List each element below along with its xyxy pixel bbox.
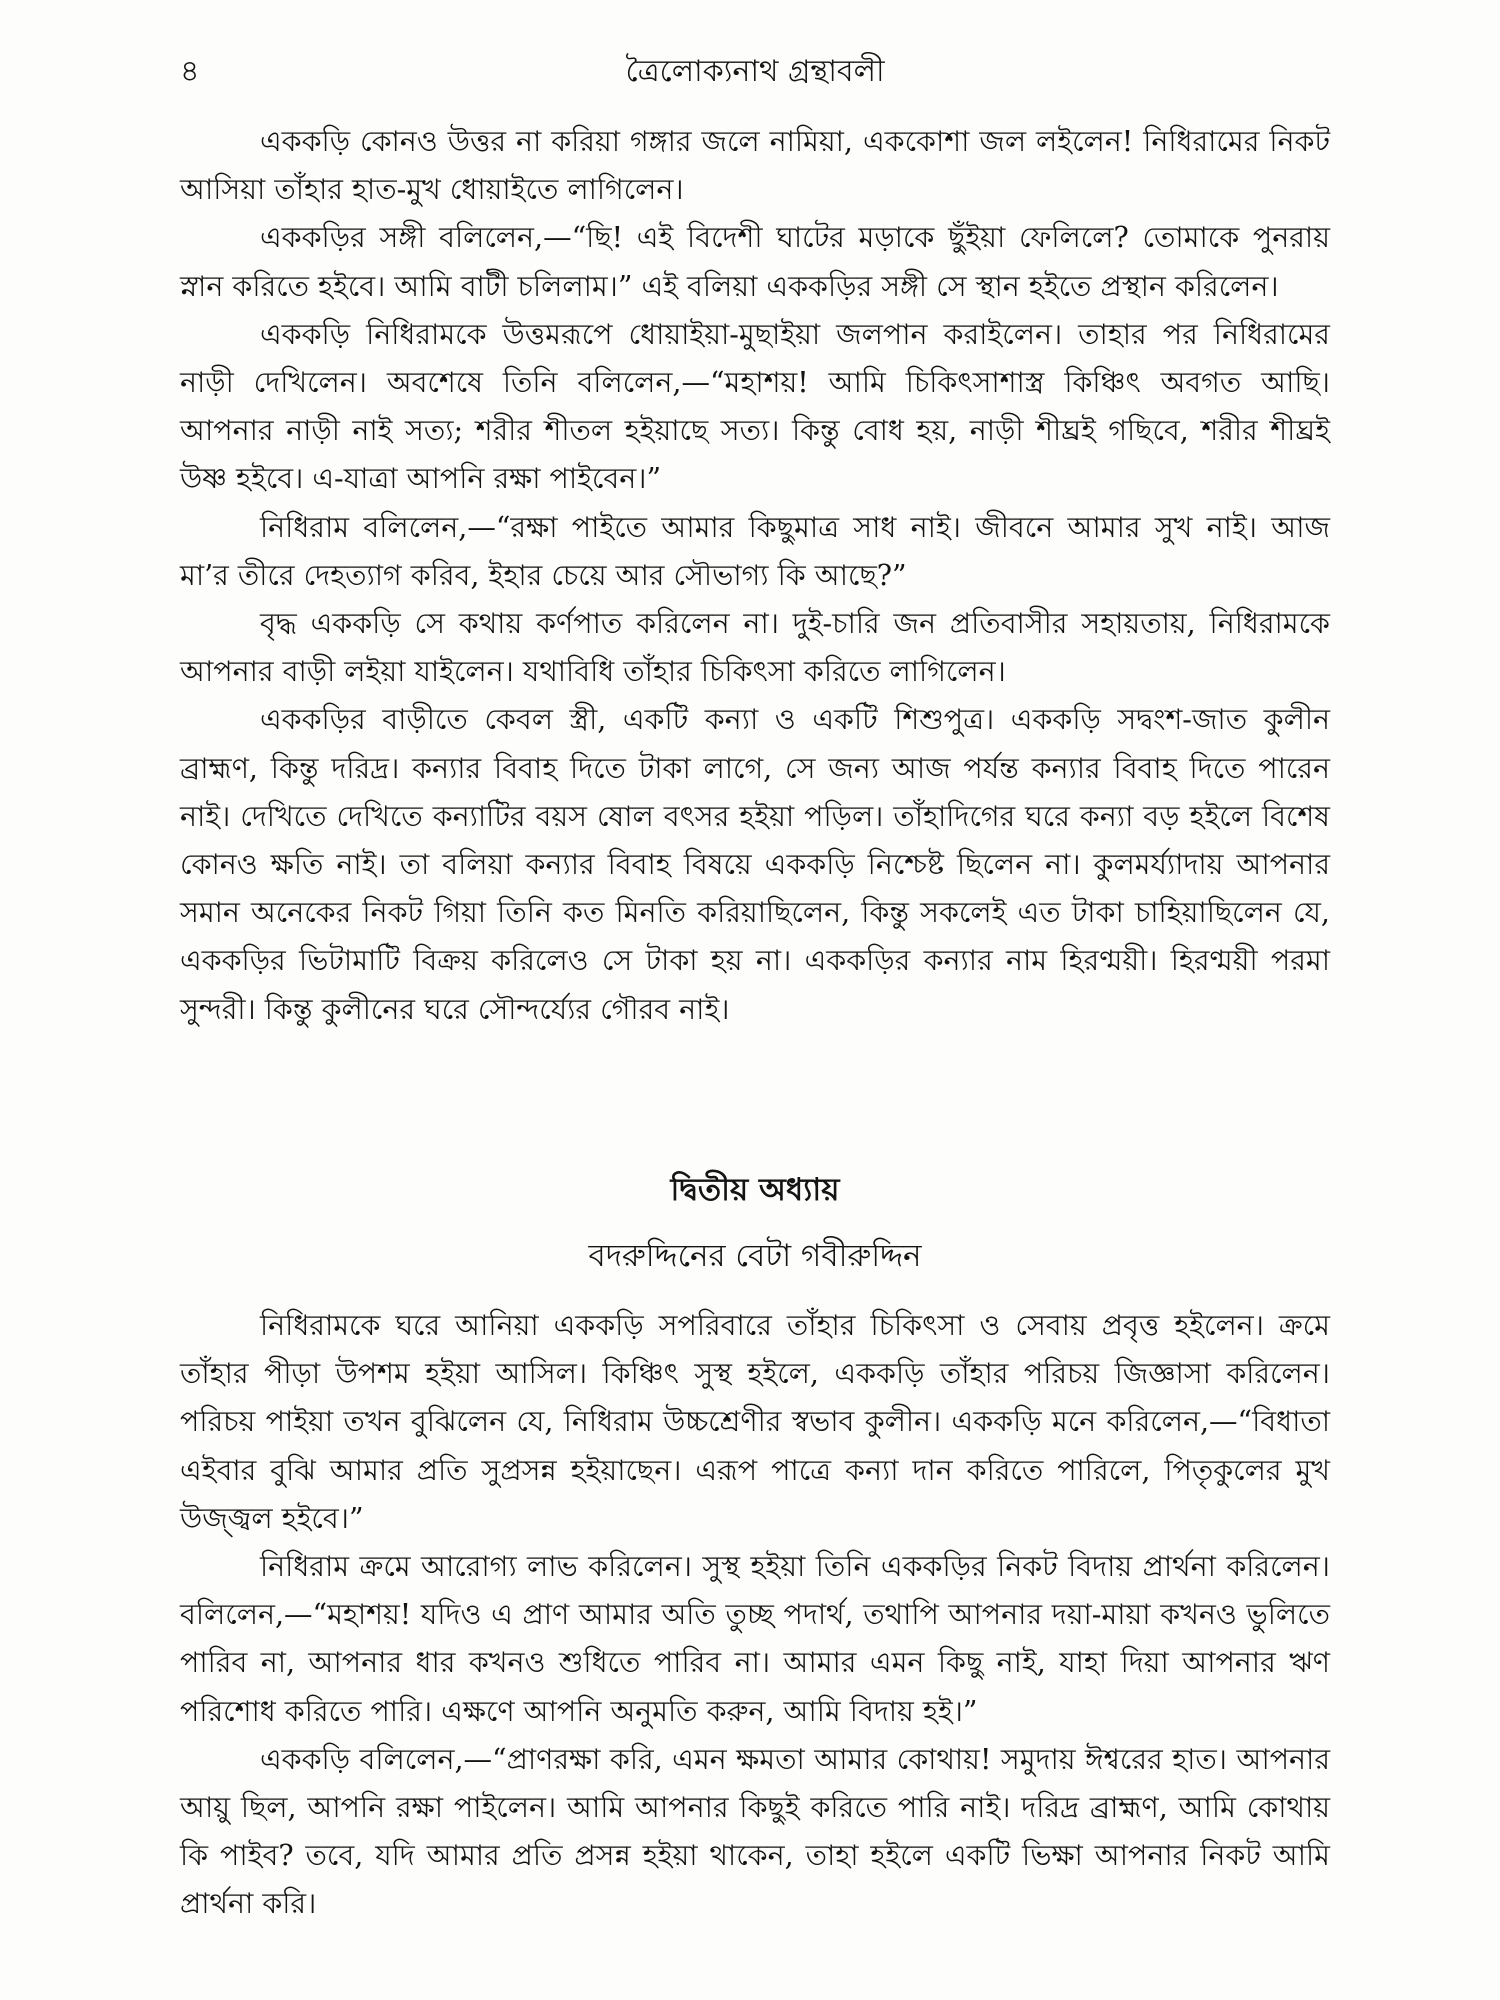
- paragraph: এককড়ির বাড়ীতে কেবল স্ত্রী, একটি কন্যা ও একটি শিশুপুত্র। এককড়ি সদ্বংশ-জাত কুলীন ব্রাহ্মণ, কিন্তু দরিদ্র। কন্যার বিবাহ দিতে টাকা লাগে, সে জন্য আজ পর্যন্ত কন্যার বিবাহ দিতে পারেন নাই। দেখিতে দেখিতে কন্যাটির বয়স ষোল বৎসর হইয়া পড়িল। তাঁহাদিগের ঘরে কন্যা বড় হইলে বিশেষ কোনও ক্ষতি নাই। তা বলিয়া কন্যার বিবাহ বিষয়ে এককড়ি নিশ্চেষ্ট ছিলেন না। কুলমর্য্যাদায় আপনার সমান অনেকের নিকট গিয়া তিনি কত মিনতি করিয়াছিলেন, কিন্তু সকলেই এত টাকা চাহিয়াছিলেন যে, এককড়ির ভিটামাটি বিক্রয় করিলেও সে টাকা হয় না। এককড়ির কন্যার নাম হিরণ্ময়ী। হিরণ্ময়ী পরমা সুন্দরী। কিন্তু কুলীনের ঘরে সৌন্দর্য্যের গৌরব নাই।: [180, 703, 1330, 1026]
- paragraph: বৃদ্ধ এককড়ি সে কথায় কর্ণপাত করিলেন না। দুই-চারি জন প্রতিবাসীর সহায়তায়, নিধিরামকে আপনার বাড়ী লইয়া যাইলেন। যথাবিধি তাঁহার চিকিৎসা করিতে লাগিলেন।: [180, 607, 1330, 689]
- page-header: [180, 50, 1330, 100]
- paragraph: এককড়ি বলিলেন,—“প্রাণরক্ষা করি, এমন ক্ষমতা আমার কোথায়! সমুদায় ঈশ্বরের হাত। আপনার আয়ু ছিল, আপনি রক্ষা পাইলেন। আমি আপনার কিছুই করিতে পারি নাই। দরিদ্র ব্রাহ্মণ, আমি কোথায় কি পাইব? তবে, যদি আমার প্রতি প্রসন্ন হইয়া থাকেন, তাহা হইলে একটি ভিক্ষা আপনার নিকট আমি প্রার্থনা করি।: [180, 1742, 1330, 1921]
- section-two-text: [180, 1302, 1330, 1929]
- chapter-title: দ্বিতীয় অধ্যায়: [670, 1172, 840, 1208]
- paragraph: নিধিরাম ক্রমে আরোগ্য লাভ করিলেন। সুস্থ হইয়া তিনি এককড়ির নিকট বিদায় প্রার্থনা করিলেন। বলিলেন,—“মহাশয়! যদিও এ প্রাণ আমার অতি তুচ্ছ পদার্থ, তথাপি আপনার দয়া-মায়া কখনও ভুলিতে পারিব না, আপনার ধার কখনও শুধিতে পারিব না। আমার এমন কিছু নাই, যাহা দিয়া আপনার ঋণ পরিশোধ করিতে পারি। এক্ষণে আপনি অনুমতি করুন, আমি বিদায় হই।”: [180, 1550, 1330, 1728]
- paragraph: এককড়ি নিধিরামকে উত্তমরূপে ধোয়াইয়া-মুছাইয়া জলপান করাইলেন। তাহার পর নিধিরামের নাড়ী দেখিলেন। অবশেষে তিনি বলিলেন,—“মহাশয়! আমি চিকিৎসাশাস্ত্র কিঞ্চিৎ অবগত আছি। আপনার নাড়ী নাই সত্য; শরীর শীতল হইয়াছে সত্য। কিন্তু বোধ হয়, নাড়ী শীঘ্রই গছিবে, শরীর শীঘ্রই উষ্ণ হইবে। এ-যাত্রা আপনি রক্ষা পাইবেন।”: [180, 317, 1330, 496]
- paragraph: এককড়ি কোনও উত্তর না করিয়া গঙ্গার জলে নামিয়া, এককোশা জল লইলেন! নিধিরামের নিকট আসিয়া তাঁহার হাত-মুখ ধোয়াইতে লাগিলেন।: [180, 125, 1330, 207]
- paragraph: নিধিরামকে ঘরে আনিয়া এককড়ি সপরিবারে তাঁহার চিকিৎসা ও সেবায় প্রবৃত্ত হইলেন। ক্রমে তাঁহার পীড়া উপশম হইয়া আসিল। কিঞ্চিৎ সুস্থ হইলে, এককড়ি তাঁহার পরিচয় জিজ্ঞাসা করিলেন। পরিচয় পাইয়া তখন বুঝিলেন যে, নিধিরাম উচ্চশ্রেণীর স্বভাব কুলীন। এককড়ি মনে করিলেন,—“বিধাতা এইবার বুঝি আমার প্রতি সুপ্রসন্ন হইয়াছেন। এরূপ পাত্রে কন্যা দান করিতে পারিলে, পিতৃকুলের মুখ উজ্জ্বল হইবে।”: [180, 1309, 1330, 1535]
- running-title: ত্রৈলোক্যনাথ গ্রন্থাবলী: [625, 54, 885, 89]
- section-one-text: [180, 118, 1330, 1034]
- chapter-subtitle: বদরুদ্দিনের বেটা গবীরুদ্দিন: [588, 1238, 922, 1274]
- paragraph: এককড়ির সঙ্গী বলিলেন,—“ছি! এই বিদেশী ঘাটের মড়াকে ছুঁইয়া ফেলিলে? তোমাকে পুনরায় স্নান করিতে হইবে। আমি বাটী চলিলাম।” এই বলিয়া এককড়ির সঙ্গী সে স্থান হইতে প্রস্থান করিলেন।: [180, 221, 1330, 303]
- paragraph: নিধিরাম বলিলেন,—“রক্ষা পাইতে আমার কিছুমাত্র সাধ নাই। জীবনে আমার সুখ নাই। আজ মা’র তীরে দেহত্যাগ করিব, ইহার চেয়ে আর সৌভাগ্য কি আছে?”: [180, 510, 1330, 592]
- page-number: ৪: [180, 54, 200, 89]
